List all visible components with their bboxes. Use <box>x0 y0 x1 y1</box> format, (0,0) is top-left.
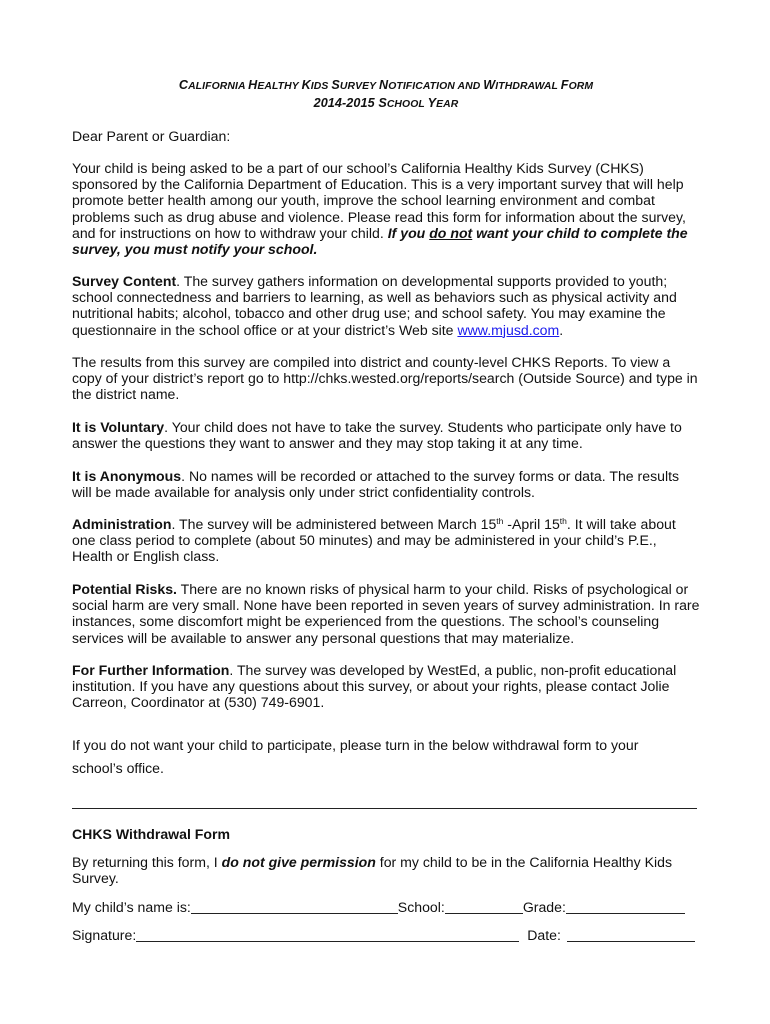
document-subtitle: 2014-2015 SCHOOL YEAR <box>313 96 459 110</box>
survey-content-paragraph: Survey Content. The survey gathers information on developmental supports provided to youth; school connectedness and barriers to learning, as well as behaviors such as physical activity and nutritional habits; alcohol, tobacco and other drug use; and school safety. You may examine the questionnaire in the school office or at your district’s Web site www.mjusd.com. <box>72 273 677 338</box>
grade-field[interactable] <box>566 899 685 914</box>
date-label: Date: <box>527 927 561 943</box>
potential-risks-paragraph: Potential Risks. There are no known risks of physical harm to your child. Risks of psychological or social harm are very small. None have been reported in seven years of survey administration. In rare instances, some discomfort might be experienced from the questions. The school’s counseling services will be available to answer any personal questions that may materialize. <box>72 581 700 646</box>
child-name-label: My child’s name is: <box>72 899 191 915</box>
administration-paragraph: Administration. The survey will be administered between March 15th -April 15th. It will take about one class period to complete (about 50 minutes) and may be administered in your child’s P.E., Health or English class. <box>72 516 676 565</box>
child-name-field[interactable] <box>191 899 398 914</box>
withdrawal-form-heading: CHKS Withdrawal Form <box>72 826 231 842</box>
grade-label: Grade: <box>522 899 566 915</box>
anonymous-paragraph: It is Anonymous. No names will be recorded or attached to the survey forms or data. The results will be made available for analysis only under strict confidentiality controls. <box>72 468 680 501</box>
date-field[interactable] <box>567 927 695 942</box>
voluntary-paragraph: It is Voluntary. Your child does not have to take the survey. Students who participate only have to answer the questions they want to answer and they may stop taking it at any time. <box>72 419 682 452</box>
signature-field[interactable] <box>136 927 519 942</box>
district-website-link[interactable]: www.mjusd.com <box>457 321 560 338</box>
school-label: School: <box>397 899 445 915</box>
survey-content-heading: Survey Content <box>72 273 177 289</box>
greeting: Dear Parent or Guardian: <box>72 128 231 144</box>
withdrawal-statement: By returning this form, I do not give permission for my child to be in the California Healthy Kids Survey. <box>72 854 672 887</box>
child-info-line <box>72 899 685 915</box>
document-title: CALIFORNIA HEALTHY KIDS SURVEY NOTIFICATION AND WITHDRAWAL FORM <box>178 78 594 92</box>
school-field[interactable] <box>445 899 523 914</box>
signature-label: Signature: <box>72 927 137 943</box>
section-divider <box>72 808 697 809</box>
results-paragraph: The results from this survey are compiled into district and county-level CHKS Reports. To view a copy of your district’s report go to http://chks.wested.org/reports/search (Outside Source) and type in the district name. <box>72 354 698 403</box>
signature-line <box>72 927 695 943</box>
instruction-paragraph: If you do not want your child to participate, please turn in the below withdrawal form to your school’s office. <box>72 737 639 776</box>
further-information-paragraph: For Further Information. The survey was developed by WestEd, a public, non-profit educational institution. If you have any questions about this survey, or about your rights, please contact Jolie Carreon, Coordinator at (530) 749-6901. <box>72 662 677 711</box>
intro-paragraph: Your child is being asked to be a part of our school’s California Healthy Kids Survey (CHKS) sponsored by the California Department of Education. This is a very important survey that will help promote better health among our youth, improve the school learning environment and combat problems such as drug abuse and violence. Please read this form for information about the survey, and for instructions on how to withdraw your child. If you do not want your child to complete the survey, you must notify your school. <box>72 160 688 258</box>
